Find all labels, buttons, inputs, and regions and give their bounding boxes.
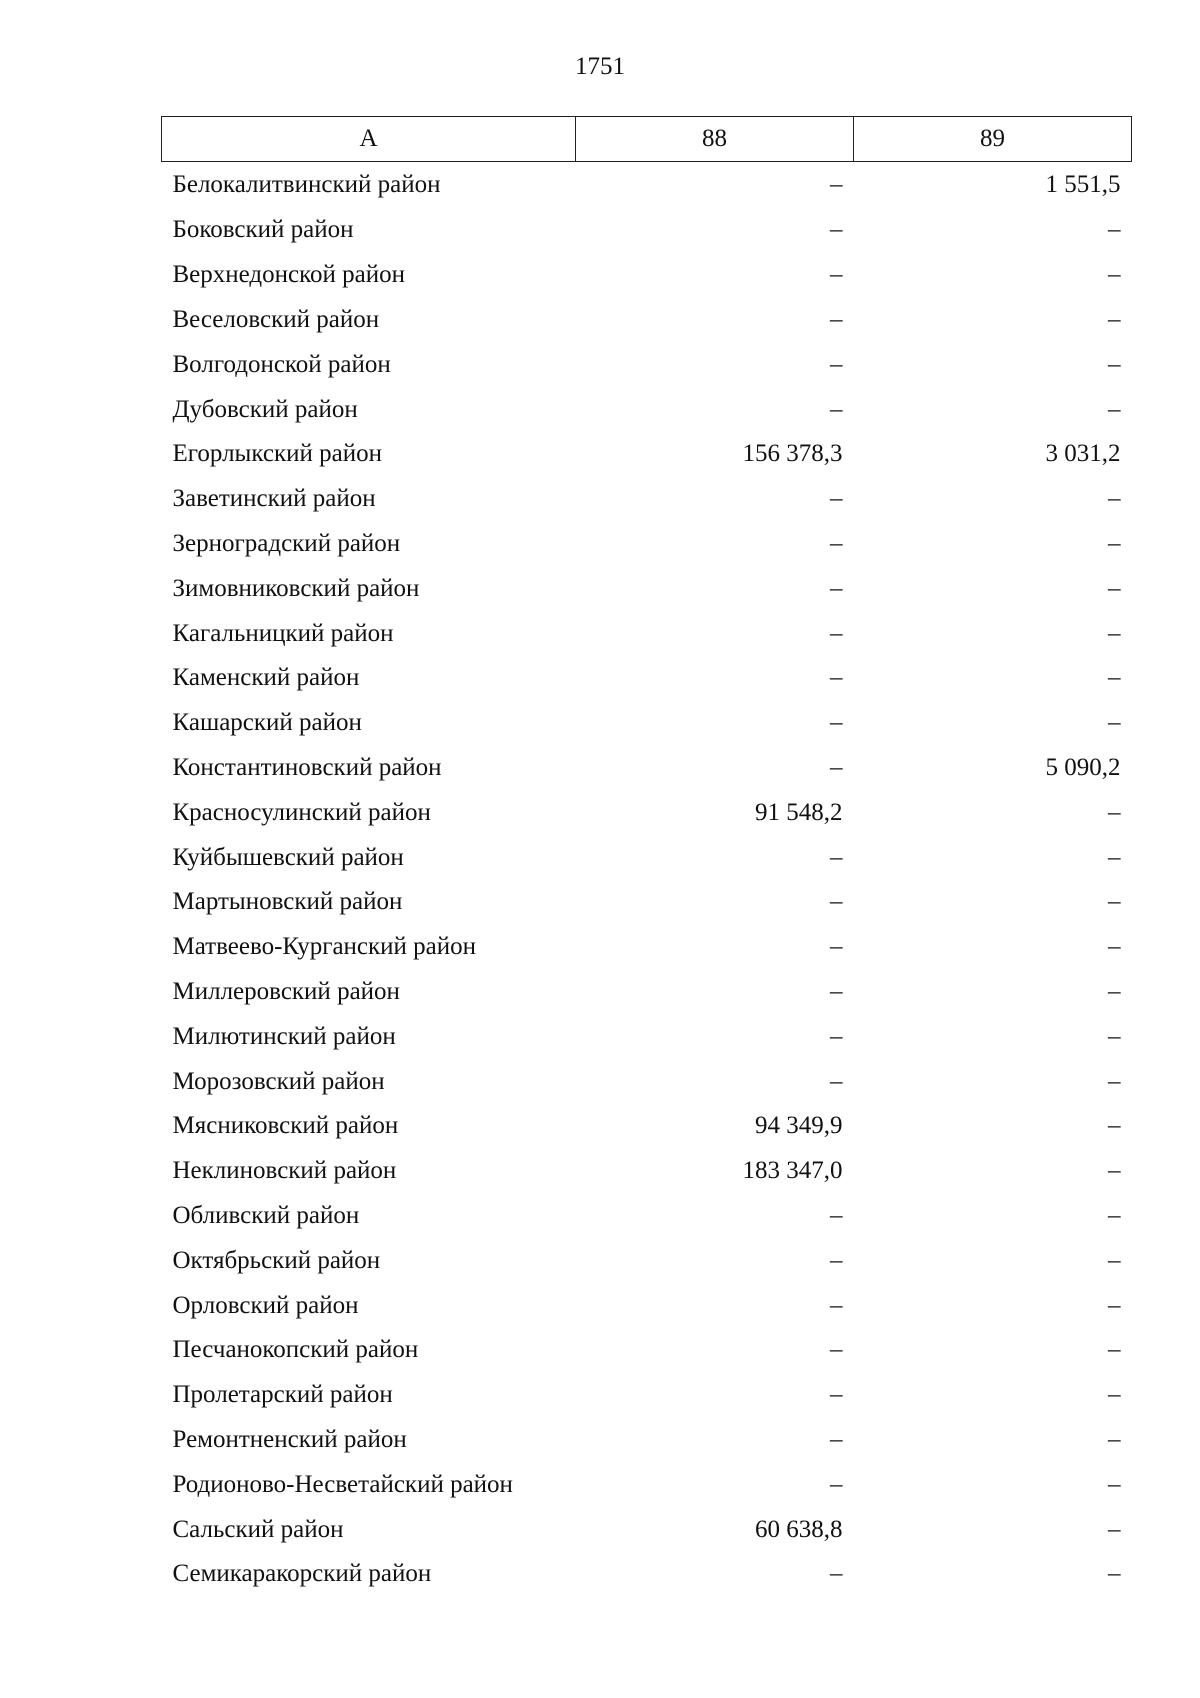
district-name-cell: Пролетарский район — [172, 1381, 393, 1409]
value-88-cell: – — [830, 888, 843, 916]
district-name-cell: Боковский район — [172, 216, 354, 244]
district-name-cell: Родионово-Несветайский район — [172, 1470, 513, 1498]
district-name-cell: Егорлыкский район — [172, 440, 382, 468]
district-name-cell: Миллеровский район — [172, 977, 400, 1005]
district-name-cell: Заветинский район — [172, 485, 376, 513]
value-88-cell: – — [830, 843, 843, 871]
table-row — [162, 1418, 1132, 1463]
district-name-cell: Семикаракорский район — [172, 1560, 432, 1588]
value-89-cell: – — [1108, 1336, 1121, 1364]
data-table — [161, 116, 1132, 1597]
value-89-cell: – — [1108, 664, 1121, 692]
district-name-cell: Веселовский район — [172, 305, 380, 333]
value-88-cell: – — [830, 574, 843, 602]
table-row — [162, 790, 1132, 835]
value-89-cell: – — [1108, 261, 1121, 289]
table-row — [162, 1149, 1132, 1194]
table-row — [162, 566, 1132, 611]
value-88-cell: – — [830, 1381, 843, 1409]
value-88-cell: 91 548,2 — [755, 798, 843, 826]
district-name-cell: Зерноградский район — [172, 529, 401, 557]
value-89-cell: – — [1108, 798, 1121, 826]
value-88-cell: – — [830, 977, 843, 1005]
district-name-cell: Октябрьский район — [172, 1246, 381, 1274]
value-88-cell: – — [830, 485, 843, 513]
district-name-cell: Неклиновский район — [172, 1157, 397, 1185]
value-88-cell: – — [830, 261, 843, 289]
header-cell-88: 88 — [576, 117, 854, 162]
header-row — [162, 117, 1132, 162]
district-name-cell: Орловский район — [172, 1291, 359, 1319]
value-89-cell: – — [1108, 1067, 1121, 1095]
table-row — [162, 701, 1132, 746]
value-88-cell: – — [830, 933, 843, 961]
header-cell-a: А — [162, 117, 576, 162]
value-88-cell: – — [830, 1246, 843, 1274]
value-88-cell: – — [830, 664, 843, 692]
district-name-cell: Морозовский район — [172, 1067, 385, 1095]
table-row — [162, 432, 1132, 477]
value-89-cell: 5 090,2 — [1045, 753, 1121, 781]
table-row — [162, 387, 1132, 432]
table-row — [162, 1014, 1132, 1059]
table-row — [162, 835, 1132, 880]
value-89-cell: – — [1108, 709, 1121, 737]
value-88-cell: 60 638,8 — [755, 1515, 843, 1543]
district-name-cell: Верхнедонской район — [172, 261, 405, 289]
table-row — [162, 1328, 1132, 1373]
value-88-cell: – — [830, 171, 843, 198]
district-name-cell: Константиновский район — [172, 753, 442, 781]
value-89-cell: – — [1108, 977, 1121, 1005]
value-89-cell: – — [1108, 843, 1121, 871]
table-row — [162, 1283, 1132, 1328]
value-88-cell: – — [830, 1067, 843, 1095]
table-body — [162, 162, 1132, 1597]
table-row — [162, 1552, 1132, 1597]
value-89-cell: – — [1108, 1425, 1121, 1453]
district-name-cell: Куйбышевский район — [172, 843, 404, 871]
value-89-cell: – — [1108, 395, 1121, 423]
value-88-cell: – — [830, 305, 843, 333]
value-89-cell: – — [1108, 933, 1121, 961]
value-88-cell: – — [830, 350, 843, 378]
table-row — [162, 342, 1132, 387]
table-row — [162, 162, 1132, 209]
value-88-cell: – — [830, 709, 843, 737]
value-89-cell: – — [1108, 1022, 1121, 1050]
district-name-cell: Красносулинский район — [172, 798, 431, 826]
table-row — [162, 970, 1132, 1015]
district-name-cell: Песчанокопский район — [172, 1336, 419, 1364]
value-88-cell: – — [830, 1022, 843, 1050]
value-88-cell: – — [830, 1560, 843, 1588]
district-name-cell: Сальский район — [172, 1515, 344, 1543]
table-row — [162, 611, 1132, 656]
district-name-cell: Милютинский район — [172, 1022, 396, 1050]
value-89-cell: – — [1108, 1291, 1121, 1319]
district-name-cell: Дубовский район — [172, 395, 358, 423]
district-name-cell: Мартыновский район — [172, 888, 403, 916]
value-88-cell: – — [830, 216, 843, 244]
value-88-cell: 183 347,0 — [742, 1157, 843, 1185]
table-row — [162, 656, 1132, 701]
value-89-cell: – — [1108, 1201, 1121, 1229]
value-88-cell: – — [830, 619, 843, 647]
value-88-cell: 94 349,9 — [755, 1112, 843, 1140]
value-88-cell: – — [830, 395, 843, 423]
header-cell-89: 89 — [854, 117, 1132, 162]
value-89-cell: – — [1108, 619, 1121, 647]
district-name-cell: Каменский район — [172, 664, 360, 692]
table-row — [162, 253, 1132, 298]
value-88-cell: – — [830, 529, 843, 557]
district-name-cell: Мясниковский район — [172, 1112, 399, 1140]
table-row — [162, 880, 1132, 925]
value-89-cell: – — [1108, 1246, 1121, 1274]
table-row — [162, 477, 1132, 522]
value-89-cell: – — [1108, 1515, 1121, 1543]
district-name-cell: Ремонтненский район — [172, 1425, 407, 1453]
table-row — [162, 1238, 1132, 1283]
value-89-cell: 3 031,2 — [1045, 440, 1121, 468]
value-88-cell: 156 378,3 — [742, 440, 843, 468]
district-name-cell: Обливский район — [172, 1201, 360, 1229]
value-89-cell: – — [1108, 1112, 1121, 1140]
district-name-cell: Зимовниковский район — [172, 574, 420, 602]
table-row — [162, 208, 1132, 253]
value-89-cell: – — [1108, 529, 1121, 557]
value-88-cell: – — [830, 753, 843, 781]
table-row — [162, 746, 1132, 791]
value-88-cell: – — [830, 1470, 843, 1498]
page-number: 1751 — [575, 53, 625, 80]
table-row — [162, 1194, 1132, 1239]
value-89-cell: – — [1108, 216, 1121, 244]
value-89-cell: – — [1108, 305, 1121, 333]
district-name-cell: Волгодонской район — [172, 350, 391, 378]
value-89-cell: – — [1108, 485, 1121, 513]
table-row — [162, 298, 1132, 343]
value-89-cell: – — [1108, 574, 1121, 602]
table-row — [162, 1507, 1132, 1552]
table-row — [162, 1462, 1132, 1507]
table-row — [162, 1059, 1132, 1104]
value-88-cell: – — [830, 1201, 843, 1229]
table-row — [162, 925, 1132, 970]
district-name-cell: Матвеево-Курганский район — [172, 933, 477, 961]
table-row — [162, 522, 1132, 567]
district-name-cell: Кагальницкий район — [172, 619, 394, 647]
value-89-cell: 1 551,5 — [1045, 171, 1121, 198]
table-row — [162, 1373, 1132, 1418]
district-name-cell: Кашарский район — [172, 709, 362, 737]
value-89-cell: – — [1108, 1560, 1121, 1588]
value-89-cell: – — [1108, 350, 1121, 378]
value-88-cell: – — [830, 1425, 843, 1453]
value-89-cell: – — [1108, 1157, 1121, 1185]
value-89-cell: – — [1108, 1470, 1121, 1498]
value-89-cell: – — [1108, 1381, 1121, 1409]
district-name-cell: Белокалитвинский район — [172, 171, 441, 198]
value-89-cell: – — [1108, 888, 1121, 916]
table-header — [162, 117, 1132, 162]
value-88-cell: – — [830, 1291, 843, 1319]
table-row — [162, 1104, 1132, 1149]
value-88-cell: – — [830, 1336, 843, 1364]
